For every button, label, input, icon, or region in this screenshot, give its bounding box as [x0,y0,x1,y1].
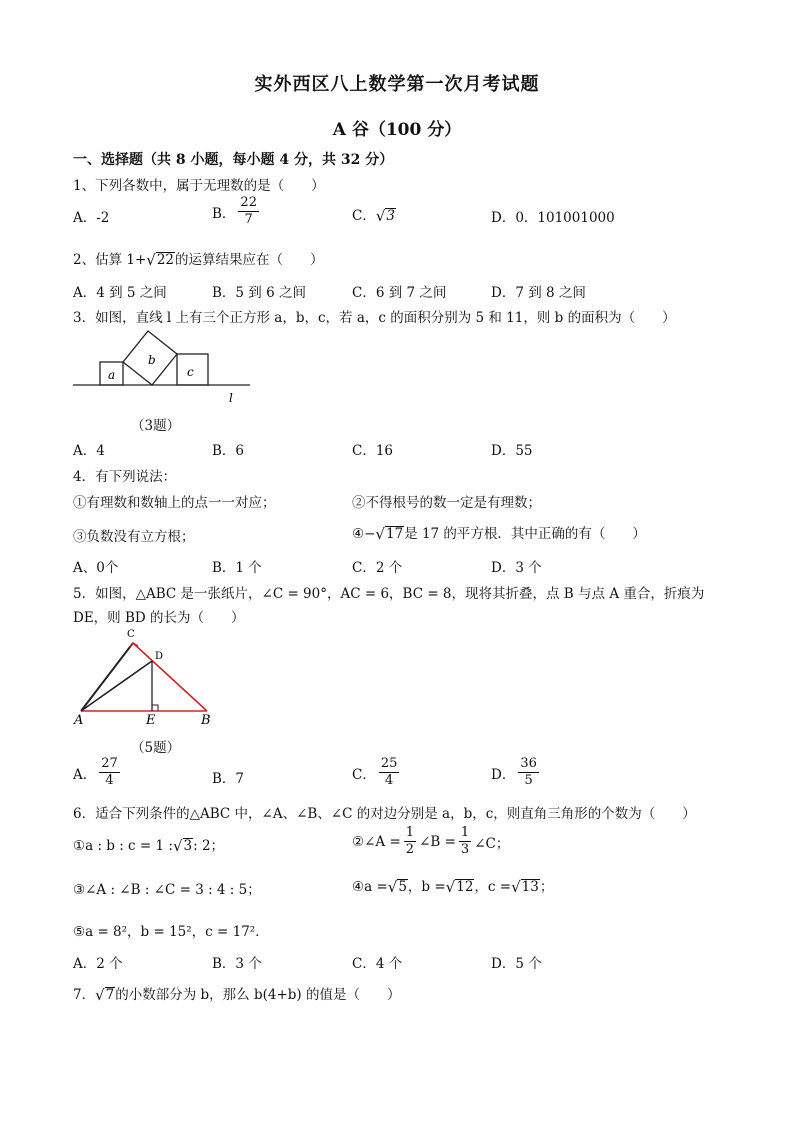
q6-option-d: D．5 个 [491,956,542,972]
q5-a-den: 4 [105,773,114,789]
q5-fig-label-e: E [146,713,156,728]
q1-sqrt: √ 3 [375,207,395,225]
q5-c-num: 25 [379,757,400,773]
q6-condition-5: ⑤a = 8²，b = 15²，c = 17²． [73,924,269,940]
q6-c2-frac2 [459,826,471,858]
q6-condition-4 [352,875,553,895]
q5-d-num: 36 [518,757,539,773]
q3-fig-label-l: l [229,391,233,405]
q2-option-c: C．6 到 7 之间 [352,285,447,301]
q6-c4-sqrt-c: √ 13 [511,878,539,896]
q4-statement-3: ③负数没有立方根； [73,529,195,545]
q2-stem-pre: 2、估算 1+ [73,252,147,268]
q7-stem-post: 的小数部分为 b，那么 b(4+b) 的值是（ ） [115,987,401,1003]
q4-s4-pre: ④− [352,526,376,542]
q5-stem-line2: DE，则 BD 的长为（ ） [73,610,245,626]
q4-sqrt: √ 17 [375,525,404,543]
q4-sqrt-value: 17 [385,526,404,543]
q1-option-d: D．0．101001000 [491,210,615,226]
q4-statement-2: ②不得根号的数一定是有理数； [352,495,541,511]
q3-option-b: B．6 [212,443,245,459]
q4-option-d: D．3 个 [491,560,542,576]
q6-c4-sqrt-b: √ 12 [445,878,474,896]
q6-c4-b: ，b = [407,879,446,895]
q7-stem [73,983,400,1003]
q4-option-c: C．2 个 [352,560,403,576]
q6-c4-c: ，c = [474,879,512,895]
q5-option-d [491,757,542,789]
q6-c2-f2-den: 3 [460,842,470,858]
q1-option-b-label: B． [212,205,236,222]
q2-option-d: D．7 到 8 之间 [491,285,586,301]
q5-figure [70,625,230,735]
q1-fraction [238,196,259,228]
q2-sqrt-value: 22 [156,252,175,269]
q5-option-a [73,757,123,789]
q3-fig-label-a: a [108,368,116,382]
q1-option-a: A．-2 [73,210,110,226]
q5-fig-label-c: C [127,629,135,640]
q5-c-den: 4 [384,773,394,789]
q6-c2-frac1 [404,826,416,858]
q6-c4-a-value: 5 [398,879,407,896]
q3-option-a: A．4 [73,443,105,459]
q5-option-c [352,757,402,789]
q6-c2-f2-num: 1 [459,826,471,842]
q6-c4-sqrt-a: √ 5 [387,878,407,896]
q4-s4-post: 是 17 的平方根．其中正确的有（ ） [404,526,646,542]
q2-stem-post: 的运算结果应在（ ） [175,252,324,268]
q6-c2-f1-num: 1 [404,826,416,842]
q5-d-fraction [518,757,539,789]
q4-option-b: B．1 个 [212,560,262,576]
q3-caption: （3题） [131,418,181,434]
q3-figure [70,326,255,408]
q6-c1-post: : 2； [193,838,225,854]
q6-c2-mid: ∠B = [419,833,456,850]
q2-sqrt: √ 22 [146,251,175,269]
q3-fig-label-b: b [148,353,156,367]
q2-stem [73,248,324,268]
q4-statement-1: ①有理数和数轴上的点一一对应； [73,495,276,511]
q1-frac-num: 22 [238,196,259,212]
q7-sqrt-value: 7 [105,987,115,1004]
q6-option-b: B．3 个 [212,956,262,972]
q3-fig-label-c: c [187,365,194,379]
q6-c4-c-value: 13 [521,879,539,896]
q4-stem: 4．有下列说法： [73,469,177,485]
q6-c2-pre: ②∠A = [352,833,401,850]
q5-fig-label-d: D [155,651,164,662]
q5-option-d-label: D． [491,766,516,783]
q7-sqrt: √ 7 [95,986,115,1004]
q4-statement-4 [352,522,646,542]
q5-a-num: 27 [99,757,120,773]
q6-condition-3: ③∠A : ∠B : ∠C = 3 : 4 : 5； [73,882,261,898]
q1-sqrt-value: 3 [386,208,395,225]
q1-option-b [212,196,262,228]
q2-option-b: B．5 到 6 之间 [212,285,306,301]
q5-option-c-label: C． [352,766,376,783]
q5-option-b: B．7 [212,771,245,787]
q1-option-c [352,204,396,224]
q5-c-fraction [379,757,400,789]
q6-option-a: A．2 个 [73,956,123,972]
q4-option-a: A、0个 [73,560,119,576]
q6-c1-sqrt: √ 3 [172,837,193,855]
page-title: 实外西区八上数学第一次月考试题 [254,74,540,95]
page-subtitle: A 谷（100 分） [332,120,462,140]
q6-condition-1 [73,834,224,854]
q5-a-fraction [99,757,120,789]
q6-c4-end: ； [539,879,554,895]
q6-stem: 6．适合下列条件的△ABC 中，∠A、∠B、∠C 的对边分别是 a，b，c，则直角三角形的个数为（ ） [73,806,696,822]
q6-c1-sqrt-value: 3 [183,838,193,855]
q6-c2-f1-den: 2 [405,842,415,858]
q5-stem-line1: 5．如图，△ABC 是一张纸片，∠C = 90°，AC = 6，BC = 8，现将其折叠，点 B 与点 A 重合，折痕为 [73,586,705,602]
q6-option-c: C．4 个 [352,956,403,972]
q5-option-a-label: A． [73,766,97,783]
q6-c2-post: ∠C； [474,835,510,852]
q1-stem: 1、下列各数中，属于无理数的是（ ） [73,178,325,194]
q2-option-a: A．4 到 5 之间 [73,285,167,301]
q3-stem: 3．如图，直线 l 上有三个正方形 a，b，c，若 a，c 的面积分别为 5 和 11，则 b 的面积为（ ） [73,310,676,326]
q6-c4-b-value: 12 [456,879,474,896]
q3-option-c: C．16 [352,443,394,459]
q6-c4-a: ④a = [352,879,388,895]
q5-fig-label-a: A [74,713,84,728]
q6-condition-2 [352,826,509,858]
q5-fig-label-b: B [201,713,211,728]
q5-caption: （5题） [131,740,181,756]
q5-d-den: 5 [524,773,533,789]
section-title: 一、选择题（共 8 小题，每小题 4 分，共 32 分） [73,152,394,168]
q7-stem-pre: 7． [73,987,96,1003]
q1-frac-den: 7 [244,212,253,228]
q1-option-c-label: C． [352,208,376,224]
q6-c1-pre: ①a : b : c = 1 : [73,838,173,854]
q3-option-d: D．55 [491,443,533,459]
